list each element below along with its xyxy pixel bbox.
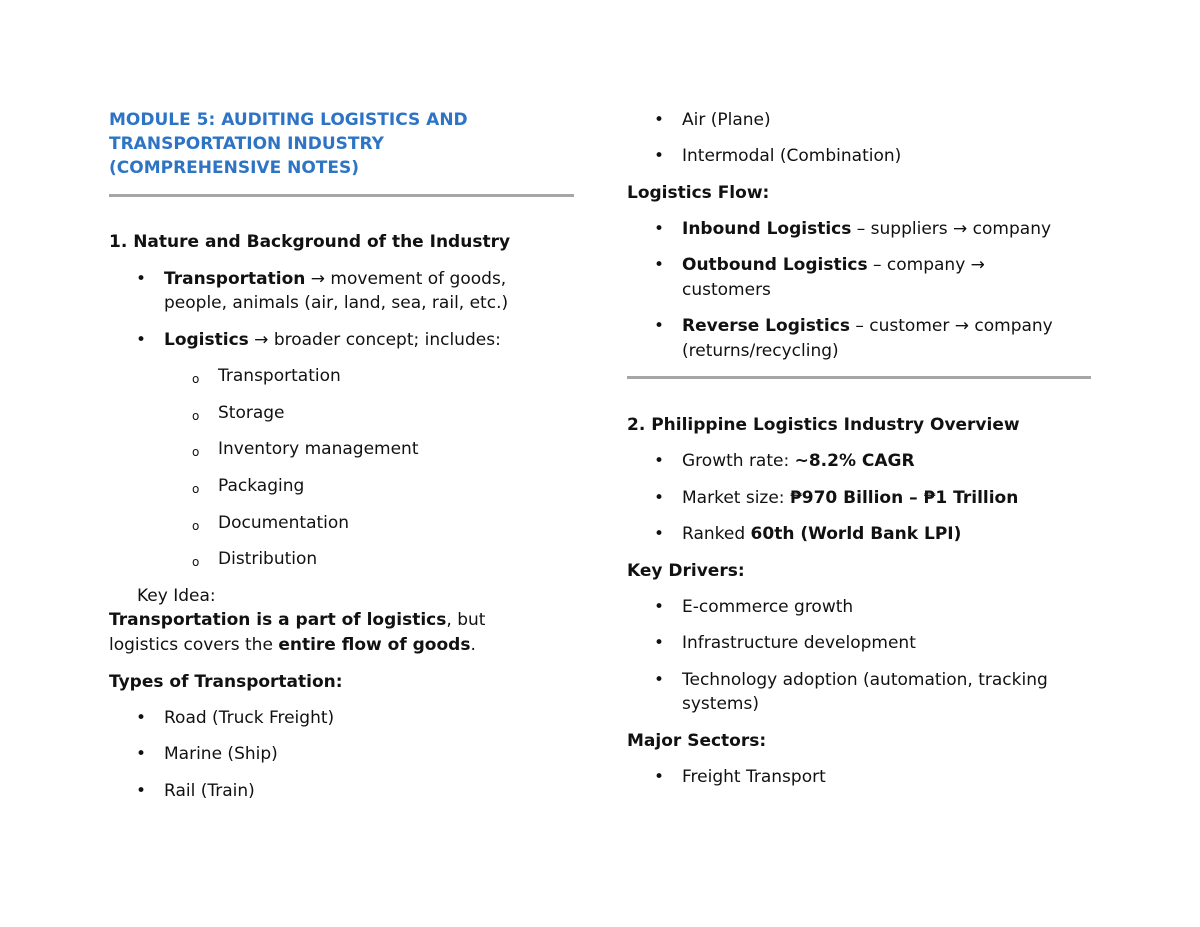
list-item: Intermodal (Combination) xyxy=(682,146,902,166)
key-drivers-heading: Key Drivers: xyxy=(627,561,745,581)
list-item-market xyxy=(682,486,1018,510)
document-title-line-3: (COMPREHENSIVE NOTES) xyxy=(109,158,360,178)
growth-label: Growth rate: xyxy=(682,451,795,471)
bullet-icon: • xyxy=(654,524,665,544)
sub-bullet-icon: o xyxy=(192,482,200,496)
divider-rule xyxy=(627,376,1091,379)
key-idea-text: . xyxy=(470,635,476,655)
bullet-icon: • xyxy=(654,110,665,130)
divider-rule xyxy=(109,194,574,197)
bullet-icon: • xyxy=(136,744,147,764)
key-idea-emphasis-2: entire flow of goods xyxy=(278,635,471,655)
term-inbound: Inbound Logistics xyxy=(682,219,852,239)
reverse-desc: – customer → company xyxy=(849,316,1053,336)
bullet-icon: • xyxy=(654,488,665,508)
bullet-icon: • xyxy=(654,597,665,617)
ranked-value: 60th (World Bank LPI) xyxy=(750,524,962,544)
key-idea-line-1 xyxy=(109,608,485,632)
logistics-desc: → broader concept; includes: xyxy=(248,330,501,350)
list-item-cont: systems) xyxy=(682,694,759,714)
bullet-icon: • xyxy=(136,708,147,728)
types-heading: Types of Transportation: xyxy=(109,672,343,692)
list-item-inbound xyxy=(682,217,1051,241)
key-idea-emphasis-1: Transportation is a part of logistics xyxy=(109,610,447,630)
term-transportation: Transportation xyxy=(164,269,306,289)
key-idea-text: , but xyxy=(446,610,486,630)
bullet-icon: • xyxy=(136,330,147,350)
bullet-icon: • xyxy=(654,670,665,690)
document-title-line-2: TRANSPORTATION INDUSTRY xyxy=(109,134,384,154)
outbound-desc: – company → xyxy=(867,255,985,275)
list-item-ranked xyxy=(682,522,961,546)
term-reverse: Reverse Logistics xyxy=(682,316,850,336)
sub-item: Transportation xyxy=(218,366,341,386)
major-sectors-heading: Major Sectors: xyxy=(627,731,767,751)
list-item-outbound xyxy=(682,253,985,277)
list-item: Rail (Train) xyxy=(164,781,255,801)
sub-item: Storage xyxy=(218,403,285,423)
list-item: Air (Plane) xyxy=(682,110,771,130)
ranked-label: Ranked xyxy=(682,524,751,544)
inbound-desc: – suppliers → company xyxy=(851,219,1052,239)
list-item-logistics xyxy=(164,328,501,352)
sub-bullet-icon: o xyxy=(192,372,200,386)
list-item: Marine (Ship) xyxy=(164,744,278,764)
bullet-icon: • xyxy=(654,219,665,239)
sub-bullet-icon: o xyxy=(192,555,200,569)
bullet-icon: • xyxy=(654,316,665,336)
list-item: Infrastructure development xyxy=(682,633,916,653)
bullet-icon: • xyxy=(136,781,147,801)
section-1-heading: 1. Nature and Background of the Industry xyxy=(109,232,511,252)
list-item-growth xyxy=(682,449,915,473)
list-item-transportation xyxy=(164,267,506,291)
list-item: Freight Transport xyxy=(682,767,826,787)
bullet-icon: • xyxy=(654,451,665,471)
bullet-icon: • xyxy=(654,255,665,275)
sub-bullet-icon: o xyxy=(192,519,200,533)
list-item-reverse xyxy=(682,314,1053,338)
sub-item: Inventory management xyxy=(218,439,419,459)
reverse-desc-cont: (returns/recycling) xyxy=(682,341,839,361)
sub-item: Documentation xyxy=(218,513,350,533)
logistics-flow-heading: Logistics Flow: xyxy=(627,183,770,203)
market-value: ₱970 Billion – ₱1 Trillion xyxy=(789,488,1019,508)
outbound-desc-cont: customers xyxy=(682,280,771,300)
bullet-icon: • xyxy=(654,146,665,166)
term-logistics: Logistics xyxy=(164,330,249,350)
key-idea-label: Key Idea: xyxy=(137,586,216,606)
sub-item: Packaging xyxy=(218,476,305,496)
key-idea-line-2 xyxy=(109,633,476,657)
bullet-icon: • xyxy=(654,767,665,787)
market-label: Market size: xyxy=(682,488,790,508)
key-idea-text: logistics covers the xyxy=(109,635,279,655)
sub-bullet-icon: o xyxy=(192,445,200,459)
list-item: Technology adoption (automation, tracking xyxy=(682,670,1048,690)
list-item: Road (Truck Freight) xyxy=(164,708,335,728)
sub-item: Distribution xyxy=(218,549,318,569)
section-2-heading: 2. Philippine Logistics Industry Overview xyxy=(627,415,1020,435)
transportation-desc: → movement of goods, xyxy=(305,269,507,289)
transportation-desc-cont: people, animals (air, land, sea, rail, etc.) xyxy=(164,293,509,313)
bullet-icon: • xyxy=(654,633,665,653)
sub-bullet-icon: o xyxy=(192,409,200,423)
term-outbound: Outbound Logistics xyxy=(682,255,868,275)
bullet-icon: • xyxy=(136,269,147,289)
document-title-line-1: MODULE 5: AUDITING LOGISTICS AND xyxy=(109,110,468,130)
list-item: E-commerce growth xyxy=(682,597,854,617)
growth-value: ~8.2% CAGR xyxy=(794,451,915,471)
